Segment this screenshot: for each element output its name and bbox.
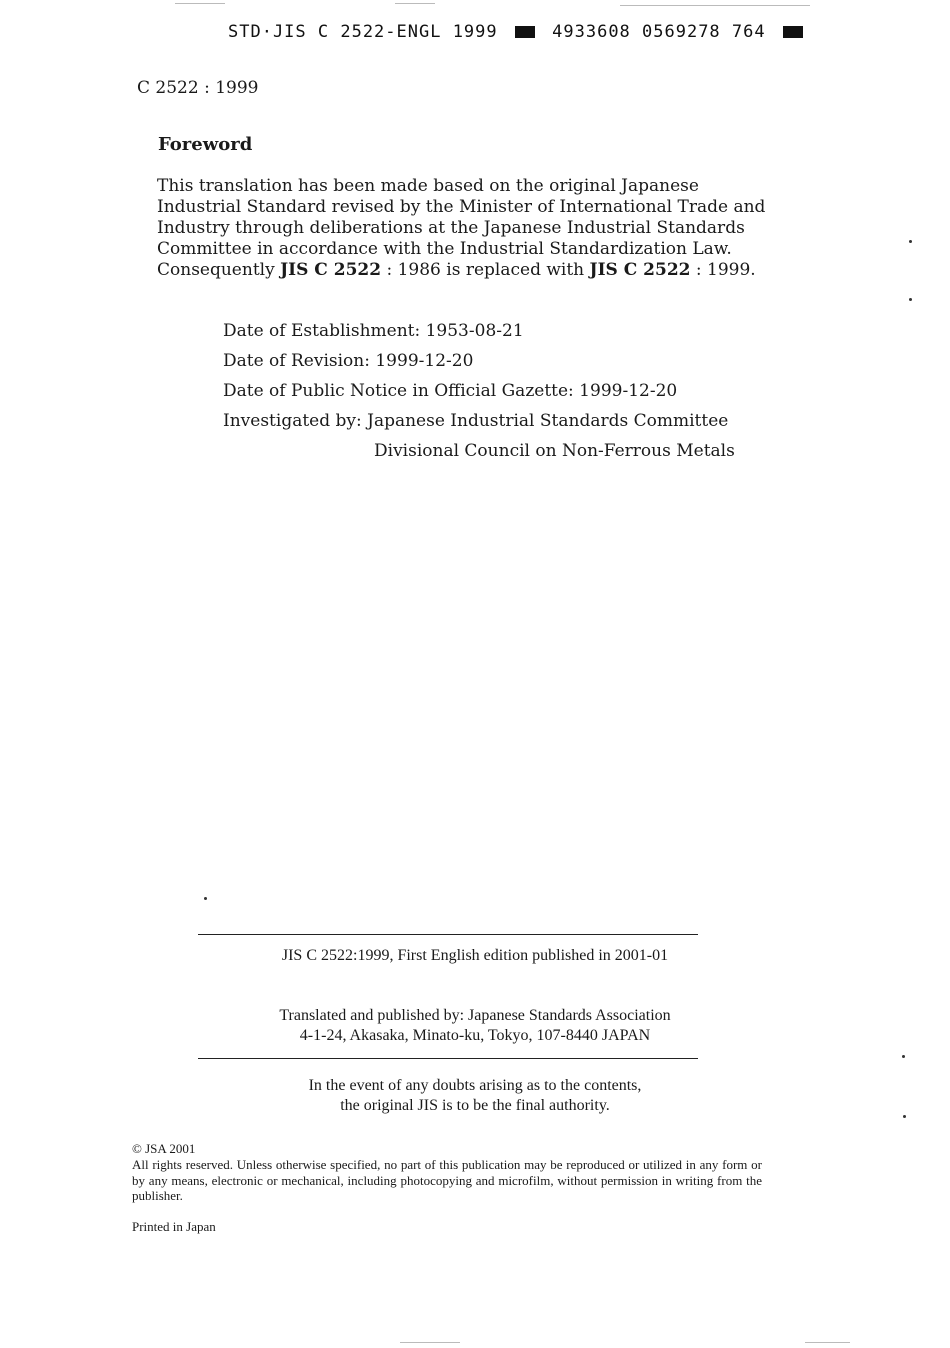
- scan-mark: [395, 3, 435, 4]
- document-code-header: [228, 22, 809, 42]
- scan-speck: [909, 240, 912, 243]
- scan-mark: [400, 1342, 460, 1343]
- scan-mark: [175, 3, 225, 4]
- new-standard-year: : 1999.: [690, 260, 756, 280]
- replacement-text: : 1986 is replaced with: [381, 260, 590, 280]
- divider-top: [198, 934, 698, 935]
- document-serial: 4933608 0569278 764: [552, 22, 766, 42]
- scan-mark: [620, 5, 810, 6]
- authority-note-line2: the original JIS is to be the final authority.: [340, 1097, 610, 1114]
- scan-speck: [902, 1055, 905, 1058]
- date-revision: Date of Revision: 1999-12-20: [223, 351, 474, 371]
- new-standard-ref: JIS C 2522: [589, 260, 691, 280]
- rights-statement: All rights reserved. Unless otherwise specified, no part of this publication may be reproduced or utilized in any form or by any means, electronic or mechanical, including photocopying and microfilm, without permission in writing from the publisher.: [132, 1157, 762, 1203]
- translated-by-line: Translated and published by: Japanese Standards Association: [279, 1007, 671, 1024]
- barcode-block: [783, 26, 803, 38]
- scan-speck: [909, 298, 912, 301]
- authority-note-line1: In the event of any doubts arising as to the contents,: [308, 1077, 642, 1094]
- date-establishment: Date of Establishment: 1953-08-21: [223, 321, 524, 341]
- standard-number: C 2522 : 1999: [137, 78, 259, 98]
- investigated-by: Investigated by: Japanese Industrial Standards Committee: [223, 411, 729, 431]
- edition-line: JIS C 2522:1999, First English edition published in 2001-01: [281, 947, 669, 964]
- copyright-notice: © JSA 2001: [132, 1141, 196, 1156]
- scan-speck: [204, 897, 207, 900]
- scan-mark: [805, 1342, 850, 1343]
- address-line: 4-1-24, Akasaka, Minato-ku, Tokyo, 107-8440 JAPAN: [299, 1027, 651, 1044]
- foreword-paragraph: [157, 176, 767, 281]
- date-public-notice: Date of Public Notice in Official Gazette: 1999-12-20: [223, 381, 678, 401]
- investigated-by-continued: Divisional Council on Non-Ferrous Metals: [374, 441, 735, 461]
- foreword-heading: Foreword: [158, 134, 253, 155]
- old-standard-ref: JIS C 2522: [280, 260, 382, 280]
- document-code: STD·JIS C 2522-ENGL 1999: [228, 22, 498, 42]
- barcode-block: [515, 26, 535, 38]
- printed-in: Printed in Japan: [132, 1219, 216, 1234]
- foreword-text: This translation has been made based on the original Japanese Industrial Standard revised by the Minister of International Trade and Industry through deliberations at the Japanese Industrial Standards Committee in accordance with the Industrial Standardization Law. Consequently: [157, 176, 766, 280]
- scan-speck: [903, 1115, 906, 1118]
- divider-bottom: [198, 1058, 698, 1059]
